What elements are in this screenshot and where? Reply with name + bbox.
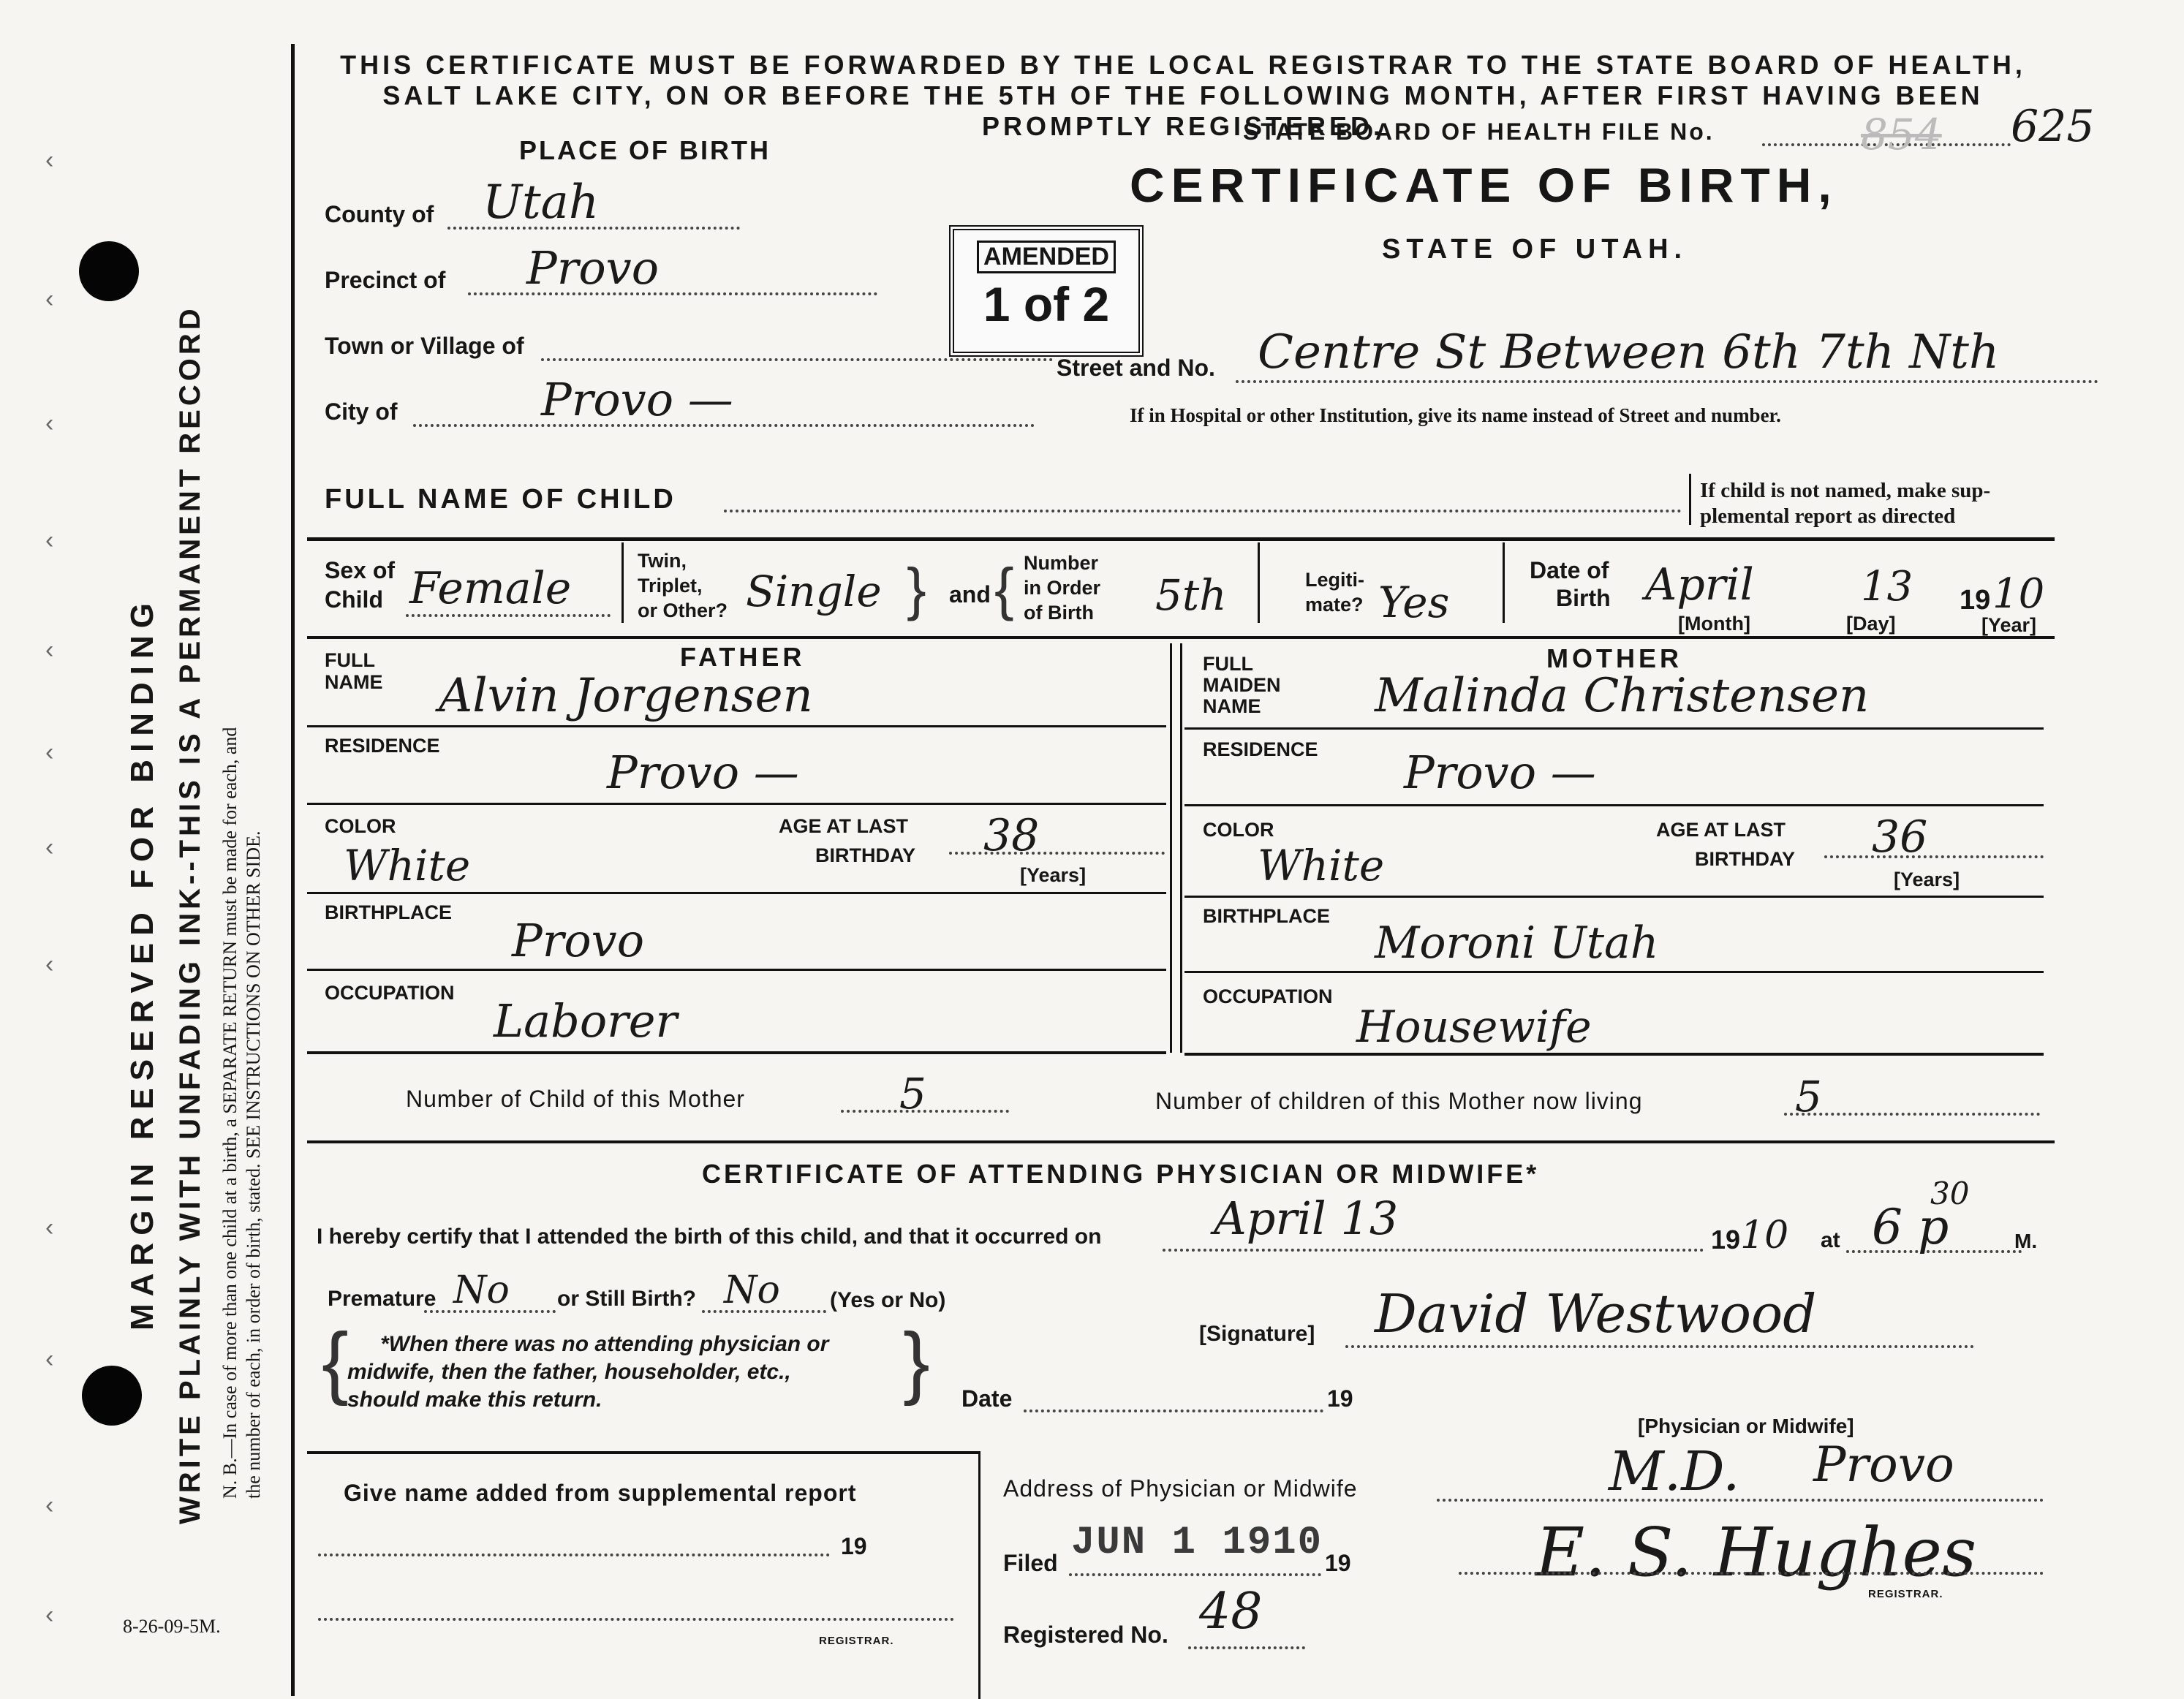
still-birth-label: or Still Birth? xyxy=(557,1287,696,1311)
father-color: White xyxy=(344,841,471,890)
supplemental-year: 19 xyxy=(841,1533,867,1559)
certify-date-line xyxy=(1163,1249,1704,1252)
mother-color-label: COLOR xyxy=(1203,819,1274,841)
city-label: City of xyxy=(325,398,398,425)
binding-tick: ‹ xyxy=(45,1345,54,1373)
sex-label-2: Child xyxy=(325,586,383,613)
mother-name-border xyxy=(1184,727,2044,730)
file-number-label: STATE BOARD OF HEALTH FILE No. xyxy=(1243,118,1715,145)
certify-at-label: at xyxy=(1821,1228,1840,1252)
order-label-2: in Order xyxy=(1024,577,1101,599)
mother-age-line xyxy=(1824,855,2044,858)
street-value: Centre St Between 6th 7th Nth xyxy=(1258,325,2000,379)
mother-age-label-1: AGE AT LAST xyxy=(1656,819,1786,841)
mother-bottom-border xyxy=(1184,1053,2044,1056)
parents-center-divider xyxy=(1170,643,1172,1053)
physician-date-year: 19 xyxy=(1327,1385,1353,1412)
mother-residence-border xyxy=(1184,804,2044,806)
punch-hole-top xyxy=(79,241,139,301)
binding-tick: ‹ xyxy=(45,636,54,664)
father-full-label-2: NAME xyxy=(325,671,383,693)
date-divider xyxy=(1503,542,1505,623)
street-line xyxy=(1236,380,2098,383)
dob-year-suffix: 10 xyxy=(1992,570,2045,618)
mother-age: 36 xyxy=(1872,811,1928,863)
father-name-border xyxy=(307,725,1166,727)
physician-heading: CERTIFICATE OF ATTENDING PHYSICIAN OR MIDWIFE* xyxy=(702,1159,1540,1189)
mother-birthplace: Moroni Utah xyxy=(1375,917,1659,969)
physician-date-label: Date xyxy=(961,1385,1013,1412)
mother-occupation-label: OCCUPATION xyxy=(1203,985,1333,1007)
mother-birthplace-label: BIRTHPLACE xyxy=(1203,905,1330,927)
certify-time-minutes: 30 xyxy=(1930,1176,1970,1211)
binding-tick: ‹ xyxy=(45,526,54,554)
legit-value: Yes xyxy=(1378,578,1450,627)
father-full-label-1: FULL xyxy=(325,649,375,671)
dob-month: April xyxy=(1645,559,1754,610)
supplemental-registrar-label: REGISTRAR. xyxy=(819,1635,894,1647)
physician-address: Provo xyxy=(1813,1437,1954,1493)
legit-label-2: mate? xyxy=(1305,594,1364,616)
note-line-2: midwife, then the father, householder, etc., xyxy=(347,1360,791,1384)
form-code: 8-26-09-5M. xyxy=(123,1616,221,1637)
note-bracket-left: { xyxy=(322,1317,349,1407)
counts-bottom-border xyxy=(307,1140,2055,1143)
physician-title-hand: M.D. xyxy=(1609,1440,1740,1503)
certify-year-prefix: 19 xyxy=(1711,1225,1741,1255)
child-table-top-border xyxy=(307,537,2055,541)
twin-label-1: Twin, xyxy=(638,550,687,572)
binding-text: MARGIN RESERVED FOR BINDING xyxy=(124,595,160,1331)
mother-full-label-3: NAME xyxy=(1203,695,1261,717)
father-age-line xyxy=(949,852,1165,855)
mother-residence: Provo — xyxy=(1404,746,1596,799)
ink-instruction: WRITE PLAINLY WITH UNFADING INK--THIS IS A PERMANENT RECORD xyxy=(174,305,206,1524)
county-value: Utah xyxy=(483,175,600,230)
binding-tick: ‹ xyxy=(45,146,54,174)
certificate-title: CERTIFICATE OF BIRTH, xyxy=(1130,158,1838,212)
parents-top-border xyxy=(307,636,2055,639)
binding-tick: ‹ xyxy=(45,950,54,978)
order-bracket: { xyxy=(994,556,1014,621)
dob-day: 13 xyxy=(1861,563,1913,610)
supplemental-top-border xyxy=(307,1451,980,1454)
child-name-divider xyxy=(1689,474,1691,525)
mother-age-label-2: BIRTHDAY xyxy=(1695,848,1796,870)
physician-date-line xyxy=(1024,1409,1323,1412)
father-age-label-1: AGE AT LAST xyxy=(779,815,908,837)
mother-years-label: [Years] xyxy=(1894,869,1960,890)
father-residence-label: RESIDENCE xyxy=(325,735,440,757)
twin-label-2: Triplet, xyxy=(638,575,703,597)
registrar-signature: E. S. Hughes xyxy=(1535,1513,1977,1592)
father-age-label-2: BIRTHDAY xyxy=(815,844,916,866)
twin-value: Single xyxy=(746,567,882,616)
note-line-1: *When there was no attending physician or xyxy=(380,1332,829,1356)
precinct-value: Provo xyxy=(526,241,660,295)
form-left-border xyxy=(291,44,295,1696)
amended-label: AMENDED xyxy=(977,241,1116,273)
file-number-struck: 854 xyxy=(1861,110,1942,159)
punch-hole-bottom xyxy=(82,1366,142,1426)
father-residence-border xyxy=(307,803,1166,805)
mother-heading: MOTHER xyxy=(1546,643,1682,673)
father-birthplace-label: BIRTHPLACE xyxy=(325,901,452,923)
mother-occupation: Housewife xyxy=(1356,1002,1592,1053)
certify-year-suffix: 10 xyxy=(1740,1214,1789,1257)
twin-bracket: } xyxy=(907,556,926,621)
still-birth-value: No xyxy=(724,1268,780,1312)
physician-signature: David Westwood xyxy=(1375,1283,1817,1344)
note-bracket-right: } xyxy=(903,1317,930,1407)
sex-line xyxy=(406,614,611,617)
mother-color: White xyxy=(1258,841,1385,890)
mother-color-border xyxy=(1184,896,2044,898)
living-line xyxy=(1784,1113,2040,1116)
amended-count: 1 of 2 xyxy=(983,277,1110,331)
sex-label-1: Sex of xyxy=(325,557,396,583)
father-occupation: Laborer xyxy=(494,994,678,1048)
father-birthplace: Provo xyxy=(512,914,645,967)
nb-note-line-2: the number of each, in order of birth, stated. SEE INSTRUCTIONS ON OTHER SIDE. xyxy=(243,830,264,1499)
father-name: Alvin Jorgensen xyxy=(439,669,813,723)
binding-tick: ‹ xyxy=(45,285,54,313)
mother-full-label-1: FULL xyxy=(1203,653,1253,675)
month-label: [Month] xyxy=(1678,613,1750,635)
father-bottom-border xyxy=(307,1051,1166,1054)
town-label: Town or Village of xyxy=(325,333,524,359)
binding-margin xyxy=(0,0,289,1699)
binding-tick: ‹ xyxy=(45,409,54,437)
binding-tick: ‹ xyxy=(45,738,54,766)
binding-tick: ‹ xyxy=(45,1214,54,1241)
binding-tick: ‹ xyxy=(45,1601,54,1629)
registered-number: 48 xyxy=(1199,1583,1263,1641)
precinct-label: Precinct of xyxy=(325,267,446,293)
physician-title-label: [Physician or Midwife] xyxy=(1638,1415,1854,1437)
note-line-3: should make this return. xyxy=(347,1388,602,1412)
father-heading: FATHER xyxy=(680,642,806,672)
legit-divider xyxy=(1258,542,1260,623)
mother-birthplace-border xyxy=(1184,971,2044,973)
county-label: County of xyxy=(325,201,434,227)
hospital-note: If in Hospital or other Institution, give its name instead of Street and number. xyxy=(1130,404,1781,426)
premature-value: No xyxy=(453,1268,510,1312)
father-color-border xyxy=(307,892,1166,894)
supplemental-line xyxy=(318,1554,830,1556)
dob-label-2: Birth xyxy=(1556,585,1611,611)
filed-year: 19 xyxy=(1325,1550,1351,1576)
twin-divider xyxy=(621,542,624,623)
registered-line xyxy=(1188,1646,1305,1649)
order-value: 5th xyxy=(1155,570,1227,620)
dob-label-1: Date of xyxy=(1530,557,1609,583)
signature-label: [Signature] xyxy=(1199,1322,1315,1346)
nb-note-line-1: N. B.—In case of more than one child at a birth, a SEPARATE RETURN must be made for each, and xyxy=(219,727,241,1499)
state-subtitle: STATE OF UTAH. xyxy=(1382,234,1688,265)
father-age: 38 xyxy=(983,810,1040,861)
dob-year-prefix: 19 xyxy=(1960,585,1991,616)
address-label: Address of Physician or Midwife xyxy=(1003,1475,1358,1502)
file-number: 625 xyxy=(2011,101,2095,152)
filed-stamp: JUN 1 1910 xyxy=(1071,1521,1323,1565)
legit-label-1: Legiti- xyxy=(1305,569,1364,591)
child-name-line xyxy=(724,510,1682,512)
supplemental-registrar-line xyxy=(318,1618,954,1621)
filed-label: Filed xyxy=(1003,1550,1058,1576)
mother-residence-label: RESIDENCE xyxy=(1203,738,1318,760)
year-label: [Year] xyxy=(1981,614,2037,636)
parents-center-divider-2 xyxy=(1180,643,1182,1053)
certify-m-label: M. xyxy=(2014,1230,2038,1252)
unnamed-note-1: If child is not named, make sup- xyxy=(1700,479,1991,502)
bottom-section-divider xyxy=(978,1451,980,1699)
father-years-label: [Years] xyxy=(1020,864,1087,886)
signature-line xyxy=(1345,1345,1974,1348)
premature-label: Premature xyxy=(328,1287,437,1311)
order-label-1: Number xyxy=(1024,552,1099,574)
registered-label: Registered No. xyxy=(1003,1622,1168,1648)
living-label: Number of children of this Mother now living xyxy=(1155,1088,1643,1114)
city-value: Provo — xyxy=(541,373,733,426)
father-color-label: COLOR xyxy=(325,815,396,837)
and-label: and xyxy=(949,581,991,608)
father-residence: Provo — xyxy=(607,746,799,799)
street-label: Street and No. xyxy=(1057,355,1215,381)
child-name-label: FULL NAME OF CHILD xyxy=(325,484,676,515)
registrar-label: REGISTRAR. xyxy=(1868,1588,1943,1600)
father-occupation-label: OCCUPATION xyxy=(325,982,455,1004)
binding-tick: ‹ xyxy=(45,833,54,861)
amended-stamp xyxy=(949,225,1144,357)
place-of-birth-heading: PLACE OF BIRTH xyxy=(519,135,771,165)
certify-date: April 13 xyxy=(1214,1192,1399,1245)
address-line xyxy=(1437,1499,2044,1502)
mother-full-label-2: MAIDEN xyxy=(1203,674,1281,696)
filed-line xyxy=(1069,1573,1321,1576)
certify-time: 6 p xyxy=(1872,1199,1949,1255)
yes-no-label: (Yes or No) xyxy=(830,1288,946,1312)
forwarding-notice: THIS CERTIFICATE MUST BE FORWARDED BY THE LOCAL REGISTRAR TO THE STATE BOARD OF HEALTH, SALT LAKE CITY, ON OR BEFORE THE 5TH OF THE FOLLOWING MONTH, AFTER FIRST HAVING BEEN PROMPTLY REGISTERED. xyxy=(340,50,2026,141)
unnamed-note-2: plemental report as directed xyxy=(1700,504,1956,528)
binding-tick: ‹ xyxy=(45,1491,54,1519)
living-value: 5 xyxy=(1795,1072,1822,1121)
registrar-signature-line xyxy=(1459,1572,2044,1575)
mother-name: Malinda Christensen xyxy=(1375,669,1870,723)
child-number-label: Number of Child of this Mother xyxy=(406,1086,745,1112)
day-label: [Day] xyxy=(1846,613,1896,635)
father-birthplace-border xyxy=(307,969,1166,971)
order-label-3: of Birth xyxy=(1024,602,1094,624)
sex-value: Female xyxy=(409,563,572,614)
certify-text: I hereby certify that I attended the birth of this child, and that it occurred on xyxy=(317,1225,1102,1249)
town-line xyxy=(541,358,1053,361)
twin-label-3: or Other? xyxy=(638,599,728,621)
supplemental-label: Give name added from supplemental report xyxy=(344,1480,857,1506)
child-number-value: 5 xyxy=(899,1069,926,1119)
